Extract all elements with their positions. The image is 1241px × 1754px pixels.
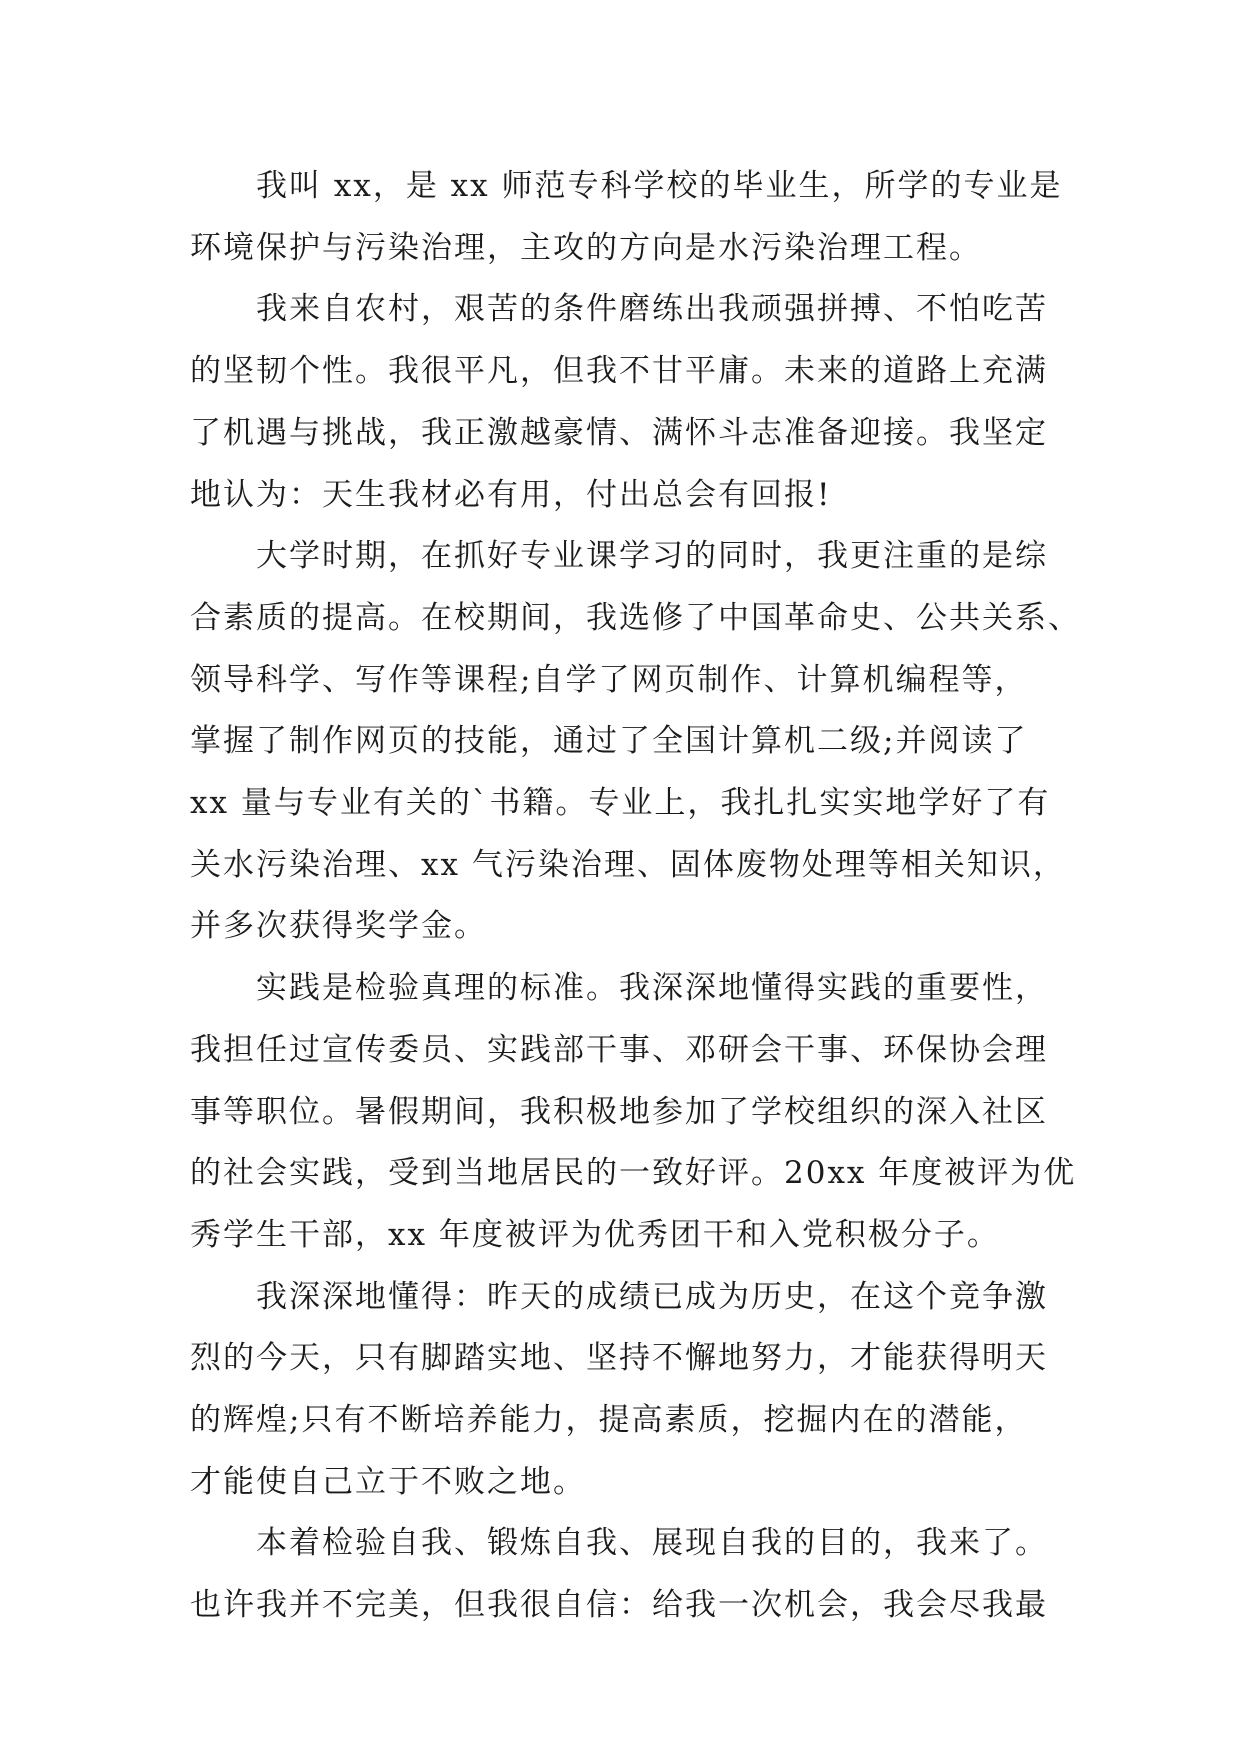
text-line: 的辉煌;只有不断培养能力，提高素质，挖掘内在的潜能， <box>190 1402 1028 1439</box>
text-line: 关水污染治理、xx 气污染治理、固体废物处理等相关知识， <box>190 846 1066 883</box>
text-line: 我深深地懂得：昨天的成绩已成为历史，在这个竞争激 <box>256 1278 1048 1315</box>
paragraph-3 <box>190 526 1081 958</box>
text-line: 才能使自己立于不败之地。 <box>190 1463 586 1500</box>
text-line: 我担任过宣传委员、实践部干事、邓研会干事、环保协会理 <box>190 1031 1048 1068</box>
text-line: xx 量与专业有关的`书籍。专业上，我扎扎实实地学好了有 <box>190 785 1051 822</box>
paragraph-5 <box>190 1267 1070 1514</box>
paragraph-2 <box>190 279 1070 526</box>
text-line: 的坚韧个性。我很平凡，但我不甘平庸。未来的道路上充满 <box>190 353 1048 390</box>
text-line: 实践是检验真理的标准。我深深地懂得实践的重要性， <box>256 970 1048 1007</box>
text-line: 地认为：天生我材必有用，付出总会有回报! <box>190 476 832 513</box>
text-line: 我来自农村，艰苦的条件磨练出我顽强拼搏、不怕吃苦 <box>256 291 1048 328</box>
text-line: 环境保护与污染治理，主攻的方向是水污染治理工程。 <box>190 229 982 266</box>
text-line: 也许我并不完美，但我很自信：给我一次机会，我会尽我最 <box>190 1587 1048 1624</box>
text-line: 的社会实践，受到当地居民的一致好评。20xx 年度被评为优 <box>190 1155 1077 1192</box>
paragraph-4 <box>190 958 1077 1267</box>
text-line: 合素质的提高。在校期间，我选修了中国革命史、公共关系、 <box>190 599 1081 636</box>
document-body <box>190 156 1081 1637</box>
paragraph-1 <box>190 156 1070 279</box>
text-line: 秀学生干部，xx 年度被评为优秀团干和入党积极分子。 <box>190 1216 1000 1253</box>
text-line: 本着检验自我、锻炼自我、展现自我的目的，我来了。 <box>256 1525 1048 1562</box>
paragraph-6 <box>190 1513 1070 1636</box>
text-line: 并多次获得奖学金。 <box>190 908 487 945</box>
text-line: 了机遇与挑战，我正激越豪情、满怀斗志准备迎接。我坚定 <box>190 414 1048 451</box>
text-line: 我叫 xx，是 xx 师范专科学校的毕业生，所学的专业是 <box>256 168 1063 204</box>
text-line: 领导科学、写作等课程;自学了网页制作、计算机编程等， <box>190 661 1028 698</box>
text-line: 掌握了制作网页的技能，通过了全国计算机二级;并阅读了 <box>190 723 1028 760</box>
text-line: 事等职位。暑假期间，我积极地参加了学校组织的深入社区 <box>190 1093 1048 1130</box>
text-line: 烈的今天，只有脚踏实地、坚持不懈地努力，才能获得明天 <box>190 1340 1048 1377</box>
text-line: 大学时期，在抓好专业课学习的同时，我更注重的是综 <box>256 538 1048 575</box>
